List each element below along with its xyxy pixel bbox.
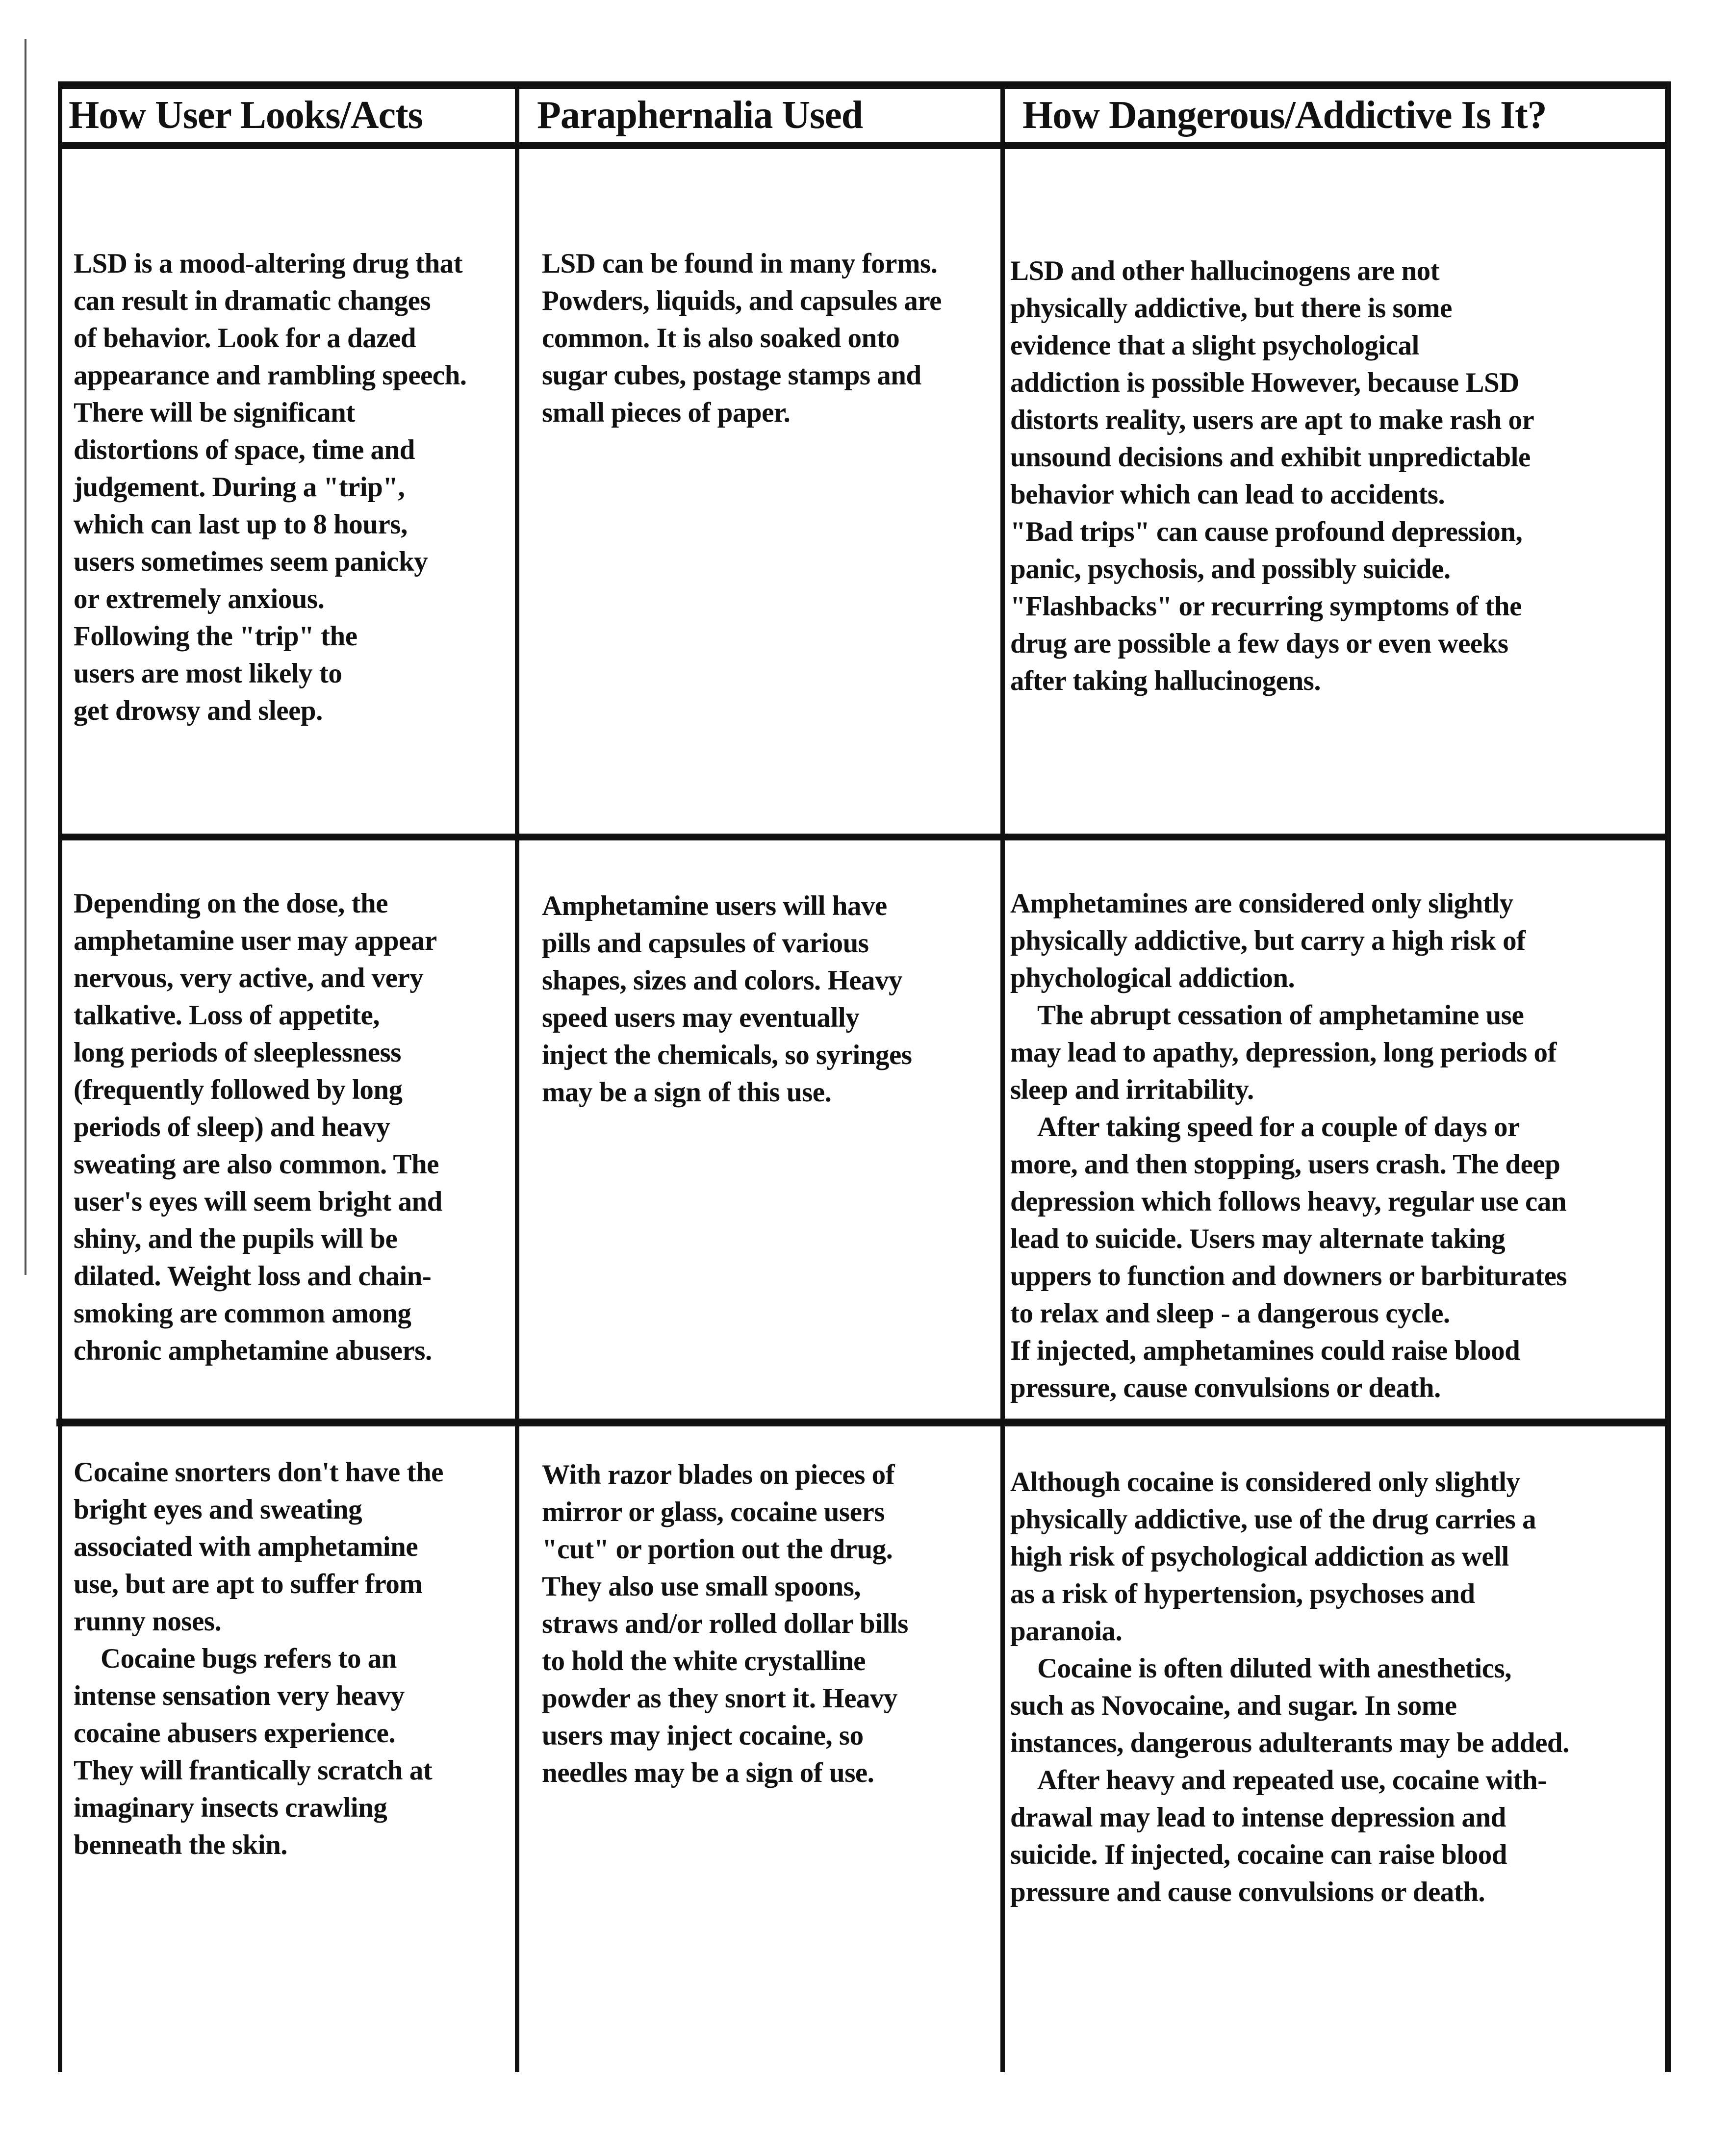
- table-right-border: [1665, 81, 1671, 2072]
- text-line: users are most likely to: [74, 658, 342, 689]
- text-line: high risk of psychological addiction as well: [1010, 1541, 1509, 1572]
- text-line: long periods of sleeplessness: [74, 1037, 401, 1068]
- text-line: If injected, amphetamines could raise blood: [1010, 1335, 1520, 1366]
- text-line: appearance and rambling speech.: [74, 360, 467, 391]
- text-line: smoking are common among: [74, 1298, 411, 1329]
- text-line: as a risk of hypertension, psychoses and: [1010, 1578, 1475, 1609]
- text-line: LSD is a mood-altering drug that: [74, 248, 463, 279]
- text-line: straws and/or rolled dollar bills: [542, 1608, 908, 1639]
- cell-amphetamines-col3: [1010, 885, 1567, 1407]
- text-line: which can last up to 8 hours,: [74, 509, 408, 540]
- header-looks-acts: How User Looks/Acts: [69, 94, 423, 137]
- table-top-border: [60, 81, 1671, 89]
- header-paraphernalia: Paraphernalia Used: [537, 94, 863, 137]
- text-line: runny noses.: [74, 1606, 222, 1637]
- text-line: distortions of space, time and: [74, 434, 415, 465]
- text-line: mirror or glass, cocaine users: [542, 1497, 885, 1527]
- header-dangerous-addictive: How Dangerous/Addictive Is It?: [1022, 94, 1547, 137]
- text-line: Cocaine snorters don't have the: [74, 1457, 443, 1488]
- text-line: "Flashbacks" or recurring symptoms of the: [1010, 591, 1522, 622]
- text-line: associated with amphetamine: [74, 1531, 418, 1562]
- text-line: evidence that a slight psychological: [1010, 330, 1419, 361]
- text-line: or extremely anxious.: [74, 584, 325, 614]
- text-line: physically addictive, use of the drug carries a: [1010, 1504, 1536, 1535]
- text-line: They also use small spoons,: [542, 1571, 861, 1602]
- text-line: speed users may eventually: [542, 1002, 860, 1033]
- text-line: imaginary insects crawling: [74, 1792, 387, 1823]
- cell-lsd-col3: [1010, 253, 1534, 700]
- text-line: cocaine abusers experience.: [74, 1718, 396, 1749]
- text-line: sweating are also common. The: [74, 1149, 439, 1180]
- row2-bottom-border: [56, 1419, 1670, 1426]
- text-line: paranoia.: [1010, 1616, 1123, 1647]
- text-line: bright eyes and sweating: [74, 1494, 362, 1525]
- text-line: such as Novocaine, and sugar. In some: [1010, 1690, 1457, 1721]
- text-line: user's eyes will seem bright and: [74, 1186, 442, 1217]
- text-line: uppers to function and downers or barbiturates: [1010, 1261, 1567, 1292]
- cell-amphetamines-col2: [542, 888, 912, 1111]
- text-line: shapes, sizes and colors. Heavy: [542, 965, 903, 996]
- text-line: amphetamine user may appear: [74, 925, 437, 956]
- text-line: behavior which can lead to accidents.: [1010, 479, 1445, 510]
- text-line: sleep and irritability.: [1010, 1074, 1254, 1105]
- text-line: "cut" or portion out the drug.: [542, 1534, 893, 1565]
- text-line: suicide. If injected, cocaine can raise blood: [1010, 1839, 1507, 1870]
- text-line: physically addictive, but there is some: [1010, 293, 1452, 324]
- cell-lsd-col1: [74, 245, 467, 730]
- cell-lsd-col2: [542, 245, 942, 432]
- cell-cocaine-col1: [74, 1454, 443, 1864]
- text-line: "Bad trips" can cause profound depression,: [1010, 516, 1523, 547]
- text-line: judgement. During a "trip",: [74, 472, 405, 503]
- row1-bottom-border: [60, 834, 1671, 840]
- text-line: small pieces of paper.: [542, 397, 791, 428]
- text-line: talkative. Loss of appetite,: [74, 1000, 380, 1031]
- text-line: Depending on the dose, the: [74, 888, 388, 919]
- cell-amphetamines-col1: [74, 885, 442, 1370]
- header-bottom-border: [60, 142, 1671, 149]
- text-line: Amphetamines are considered only slightly: [1010, 888, 1513, 919]
- column-divider-2: [1000, 81, 1005, 2072]
- text-line: needles may be a sign of use.: [542, 1757, 874, 1788]
- text-line: phychological addiction.: [1010, 963, 1295, 993]
- text-line: nervous, very active, and very: [74, 963, 424, 993]
- text-line: There will be significant: [74, 397, 355, 428]
- text-line: Cocaine is often diluted with anesthetics,: [1037, 1653, 1511, 1684]
- text-line: common. It is also soaked onto: [542, 323, 900, 354]
- text-line: Following the "trip" the: [74, 621, 357, 652]
- text-line: After taking speed for a couple of days or: [1037, 1112, 1520, 1143]
- text-line: shiny, and the pupils will be: [74, 1223, 398, 1254]
- text-line: periods of sleep) and heavy: [74, 1112, 390, 1143]
- text-line: dilated. Weight loss and chain-: [74, 1261, 432, 1292]
- text-line: pills and capsules of various: [542, 928, 869, 959]
- text-line: to relax and sleep - a dangerous cycle.: [1010, 1298, 1450, 1329]
- text-line: sugar cubes, postage stamps and: [542, 360, 921, 391]
- text-line: Amphetamine users will have: [542, 890, 887, 921]
- text-line: get drowsy and sleep.: [74, 695, 323, 726]
- text-line: Cocaine bugs refers to an: [101, 1643, 397, 1674]
- text-line: (frequently followed by long: [74, 1074, 403, 1105]
- text-line: pressure, cause convulsions or death.: [1010, 1372, 1441, 1403]
- text-line: benneath the skin.: [74, 1829, 288, 1860]
- text-line: may lead to apathy, depression, long periods of: [1010, 1037, 1557, 1068]
- text-line: intense sensation very heavy: [74, 1680, 405, 1711]
- text-line: use, but are apt to suffer from: [74, 1569, 423, 1600]
- text-line: drug are possible a few days or even weeks: [1010, 628, 1508, 659]
- text-line: lead to suicide. Users may alternate taking: [1010, 1223, 1506, 1254]
- text-line: can result in dramatic changes: [74, 285, 431, 316]
- text-line: depression which follows heavy, regular use can: [1010, 1186, 1567, 1217]
- text-line: After heavy and repeated use, cocaine with-: [1037, 1765, 1547, 1796]
- table-left-border: [58, 81, 62, 2072]
- text-line: of behavior. Look for a dazed: [74, 323, 416, 354]
- column-divider-1: [515, 81, 519, 2072]
- text-line: addiction is possible However, because LSD: [1010, 367, 1519, 398]
- stray-margin-line: [25, 39, 26, 1275]
- text-line: The abrupt cessation of amphetamine use: [1037, 1000, 1524, 1031]
- text-line: to hold the white crystalline: [542, 1646, 866, 1676]
- text-line: more, and then stopping, users crash. The deep: [1010, 1149, 1560, 1180]
- text-line: after taking hallucinogens.: [1010, 665, 1321, 696]
- text-line: LSD and other hallucinogens are not: [1010, 255, 1440, 286]
- text-line: physically addictive, but carry a high risk of: [1010, 925, 1526, 956]
- text-line: Although cocaine is considered only slightly: [1010, 1467, 1520, 1498]
- text-line: LSD can be found in many forms.: [542, 248, 938, 279]
- cell-cocaine-col3: [1010, 1464, 1569, 1911]
- text-line: They will frantically scratch at: [74, 1755, 433, 1786]
- text-line: pressure and cause convulsions or death.: [1010, 1877, 1485, 1907]
- text-line: may be a sign of this use.: [542, 1077, 832, 1108]
- text-line: panic, psychosis, and possibly suicide.: [1010, 554, 1451, 584]
- text-line: inject the chemicals, so syringes: [542, 1040, 912, 1070]
- text-line: instances, dangerous adulterants may be added.: [1010, 1727, 1569, 1758]
- text-line: Powders, liquids, and capsules are: [542, 285, 942, 316]
- text-line: users may inject cocaine, so: [542, 1720, 864, 1751]
- cell-cocaine-col2: [542, 1456, 908, 1792]
- text-line: distorts reality, users are apt to make rash or: [1010, 405, 1534, 435]
- text-line: chronic amphetamine abusers.: [74, 1335, 432, 1366]
- text-line: unsound decisions and exhibit unpredictable: [1010, 442, 1531, 473]
- text-line: With razor blades on pieces of: [542, 1459, 895, 1490]
- text-line: drawal may lead to intense depression and: [1010, 1802, 1506, 1833]
- text-line: powder as they snort it. Heavy: [542, 1683, 897, 1714]
- text-line: users sometimes seem panicky: [74, 546, 428, 577]
